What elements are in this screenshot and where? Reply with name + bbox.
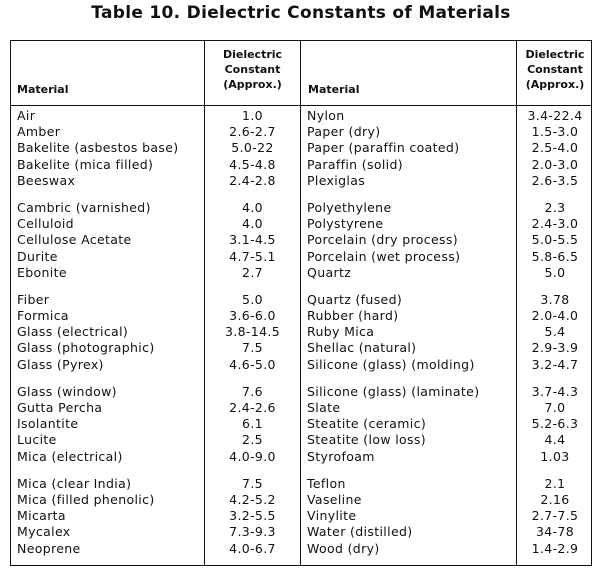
- material-name: Neoprene: [17, 540, 81, 556]
- material-name: Air: [17, 108, 36, 123]
- material-name: Slate: [307, 400, 341, 415]
- row-group: [17, 476, 300, 557]
- table-row: [307, 173, 593, 189]
- dielectric-value: 3.78: [540, 291, 570, 307]
- dielectric-value: 2.9-3.9: [531, 340, 579, 356]
- table-row: [17, 492, 300, 508]
- header-line: (Approx.): [525, 78, 585, 91]
- table-row: [17, 357, 300, 373]
- material-name: Shellac (natural): [307, 340, 417, 356]
- table-row: [17, 524, 300, 540]
- material-name: Fiber: [17, 291, 50, 307]
- dielectric-value: 1.5-3.0: [531, 124, 579, 140]
- table-row: [307, 508, 593, 524]
- dielectric-value: 2.4-3.0: [531, 216, 579, 232]
- material-name: Mica (clear India): [17, 475, 132, 491]
- material-name: Plexiglas: [307, 172, 366, 188]
- row-group: [307, 476, 593, 557]
- header-line: Dielectric: [525, 48, 585, 61]
- material-name: Water (distilled): [307, 524, 413, 540]
- table-row: [17, 432, 300, 448]
- material-name: Amber: [17, 124, 61, 140]
- material-name: Polystyrene: [307, 216, 384, 232]
- dielectric-value: 6.1: [242, 416, 263, 432]
- center-divider: [300, 41, 301, 565]
- table-row: [17, 108, 300, 124]
- row-group: [17, 200, 300, 281]
- dielectric-value: 2.6-3.5: [531, 172, 579, 188]
- dielectric-value: 5.4: [544, 324, 566, 340]
- left-table-body: [17, 108, 300, 568]
- dielectric-value: 7.3-9.3: [229, 524, 276, 540]
- material-name: Porcelain (wet process): [307, 248, 461, 264]
- table-row: [307, 216, 593, 232]
- table-row: [17, 400, 300, 416]
- material-name: Glass (photographic): [17, 340, 155, 356]
- dielectric-value: 2.3: [544, 199, 566, 215]
- table-row: [307, 432, 593, 448]
- header-line: Constant: [224, 63, 281, 76]
- table-row: [307, 449, 593, 465]
- right-table-body: [307, 108, 593, 568]
- material-name: Ebonite: [17, 264, 67, 280]
- dielectric-value: 7.5: [242, 475, 263, 491]
- material-name: Vinylite: [307, 508, 357, 524]
- header-line: Dielectric: [222, 48, 283, 61]
- material-name: Steatite (ceramic): [307, 416, 427, 432]
- material-name: Isolantite: [17, 416, 79, 432]
- material-name: Ruby Mica: [307, 324, 375, 340]
- table-row: [17, 476, 300, 492]
- dielectric-value: 34-78: [535, 524, 575, 540]
- table-row: [17, 200, 300, 216]
- material-name: Mycalex: [17, 524, 71, 540]
- material-name: Teflon: [307, 475, 346, 491]
- material-name: Durite: [17, 248, 58, 264]
- material-name: Silicone (glass) (molding): [307, 356, 475, 372]
- dielectric-table: [10, 40, 592, 566]
- dielectric-value: 4.6-5.0: [229, 356, 276, 372]
- material-name: Glass (window): [17, 383, 117, 399]
- dielectric-value: 4.0-6.7: [229, 540, 276, 556]
- header-constant-left: [205, 47, 300, 92]
- material-name: Quartz: [307, 264, 352, 280]
- table-row: [307, 292, 593, 308]
- table-row: [307, 124, 593, 140]
- dielectric-value: 5.2-6.3: [531, 416, 579, 432]
- dielectric-value: 3.8-14.5: [224, 324, 281, 340]
- dielectric-value: 1.4-2.9: [531, 540, 579, 556]
- material-name: Cellulose Acetate: [17, 232, 132, 248]
- row-group: [307, 108, 593, 189]
- material-name: Quartz (fused): [307, 291, 403, 307]
- dielectric-value: 3.4-22.4: [527, 108, 583, 123]
- header-material-right: Material: [308, 83, 360, 96]
- dielectric-value: 4.5-4.8: [229, 156, 276, 172]
- dielectric-value: 5.8-6.5: [531, 248, 579, 264]
- dielectric-value: 3.7-4.3: [531, 383, 579, 399]
- material-name: Paraffin (solid): [307, 156, 403, 172]
- dielectric-value: 7.0: [544, 400, 566, 415]
- table-row: [307, 340, 593, 356]
- table-row: [307, 324, 593, 340]
- dielectric-value: 2.1: [544, 475, 566, 491]
- material-name: Beeswax: [17, 172, 76, 188]
- dielectric-value: 4.7-5.1: [229, 248, 276, 264]
- dielectric-value: 4.2-5.2: [229, 491, 276, 507]
- header-line: Constant: [527, 63, 583, 76]
- table-row: [17, 340, 300, 356]
- table-row: [307, 492, 593, 508]
- dielectric-value: 5.0: [242, 291, 263, 307]
- dielectric-value: 2.5-4.0: [531, 140, 579, 156]
- table-row: [17, 508, 300, 524]
- table-row: [17, 157, 300, 173]
- material-name: Styrofoam: [307, 448, 375, 464]
- table-row: [307, 357, 593, 373]
- dielectric-value: 2.4-2.6: [229, 400, 276, 415]
- table-row: [17, 249, 300, 265]
- table-row: [307, 232, 593, 248]
- material-name: Paper (paraffin coated): [307, 140, 460, 156]
- row-group: [307, 384, 593, 465]
- dielectric-value: 2.0-3.0: [531, 156, 579, 172]
- table-row: [17, 449, 300, 465]
- material-name: Rubber (hard): [307, 308, 399, 324]
- dielectric-value: 4.4: [544, 432, 566, 448]
- material-name: Porcelain (dry process): [307, 232, 458, 248]
- material-name: Bakelite (mica filled): [17, 156, 154, 172]
- material-name: Mica (filled phenolic): [17, 491, 155, 507]
- table-row: [307, 108, 593, 124]
- row-group: [307, 200, 593, 281]
- row-group: [17, 384, 300, 465]
- dielectric-value: 3.6-6.0: [229, 308, 276, 324]
- material-name: Cambric (varnished): [17, 199, 151, 215]
- material-name: Mica (electrical): [17, 448, 123, 464]
- dielectric-value: 2.4-2.8: [229, 172, 276, 188]
- dielectric-value: 2.7-7.5: [531, 508, 579, 524]
- table-row: [17, 416, 300, 432]
- table-row: [307, 308, 593, 324]
- dielectric-value: 3.1-4.5: [229, 232, 276, 248]
- table-row: [17, 324, 300, 340]
- dielectric-value: 2.5: [242, 432, 263, 448]
- table-row: [307, 265, 593, 281]
- material-name: Paper (dry): [307, 124, 381, 140]
- dielectric-value: 2.6-2.7: [229, 124, 276, 140]
- table-row: [307, 140, 593, 156]
- material-name: Nylon: [307, 108, 345, 123]
- table-row: [17, 541, 300, 557]
- material-name: Lucite: [17, 432, 57, 448]
- material-name: Glass (electrical): [17, 324, 129, 340]
- table-row: [307, 249, 593, 265]
- dielectric-value: 4.0: [242, 199, 263, 215]
- material-name: Polyethylene: [307, 199, 392, 215]
- table-row: [307, 200, 593, 216]
- dielectric-value: 5.0: [544, 264, 566, 280]
- material-name: Gutta Percha: [17, 400, 103, 415]
- table-row: [307, 157, 593, 173]
- material-name: Celluloid: [17, 216, 74, 232]
- material-name: Micarta: [17, 508, 66, 524]
- table-row: [17, 173, 300, 189]
- table-row: [17, 216, 300, 232]
- material-name: Glass (Pyrex): [17, 356, 104, 372]
- material-name: Bakelite (asbestos base): [17, 140, 179, 156]
- table-row: [307, 541, 593, 557]
- header-material-left: Material: [17, 83, 69, 96]
- material-name: Steatite (low loss): [307, 432, 426, 448]
- dielectric-value: 3.2-5.5: [229, 508, 276, 524]
- dielectric-value: 2.7: [242, 264, 263, 280]
- row-group: [17, 108, 300, 189]
- header-constant-right: [517, 47, 593, 92]
- table-row: [307, 384, 593, 400]
- dielectric-value: 2.16: [540, 491, 570, 507]
- table-row: [17, 124, 300, 140]
- dielectric-value: 2.0-4.0: [531, 308, 579, 324]
- row-group: [307, 292, 593, 373]
- table-row: [17, 140, 300, 156]
- table-row: [307, 524, 593, 540]
- dielectric-value: 4.0-9.0: [229, 448, 276, 464]
- header-line: (Approx.): [223, 78, 282, 91]
- table-row: [17, 384, 300, 400]
- header-rule: [11, 105, 591, 106]
- material-name: Vaseline: [307, 491, 362, 507]
- table-row: [17, 265, 300, 281]
- dielectric-value: 5.0-22: [231, 140, 274, 156]
- table-row: [307, 416, 593, 432]
- table-row: [17, 292, 300, 308]
- dielectric-value: 1.0: [242, 108, 263, 123]
- material-name: Formica: [17, 308, 69, 324]
- dielectric-value: 1.03: [540, 448, 570, 464]
- dielectric-value: 7.5: [242, 340, 263, 356]
- dielectric-value: 3.2-4.7: [531, 356, 579, 372]
- dielectric-value: 7.6: [242, 383, 263, 399]
- dielectric-value: 4.0: [242, 216, 263, 232]
- table-row: [307, 476, 593, 492]
- table-row: [307, 400, 593, 416]
- dielectric-value: 5.0-5.5: [531, 232, 579, 248]
- material-name: Silicone (glass) (laminate): [307, 383, 480, 399]
- row-group: [17, 292, 300, 373]
- table-row: [17, 232, 300, 248]
- material-name: Wood (dry): [307, 540, 380, 556]
- table-row: [17, 308, 300, 324]
- table-title: Table 10. Dielectric Constants of Materials: [91, 3, 511, 23]
